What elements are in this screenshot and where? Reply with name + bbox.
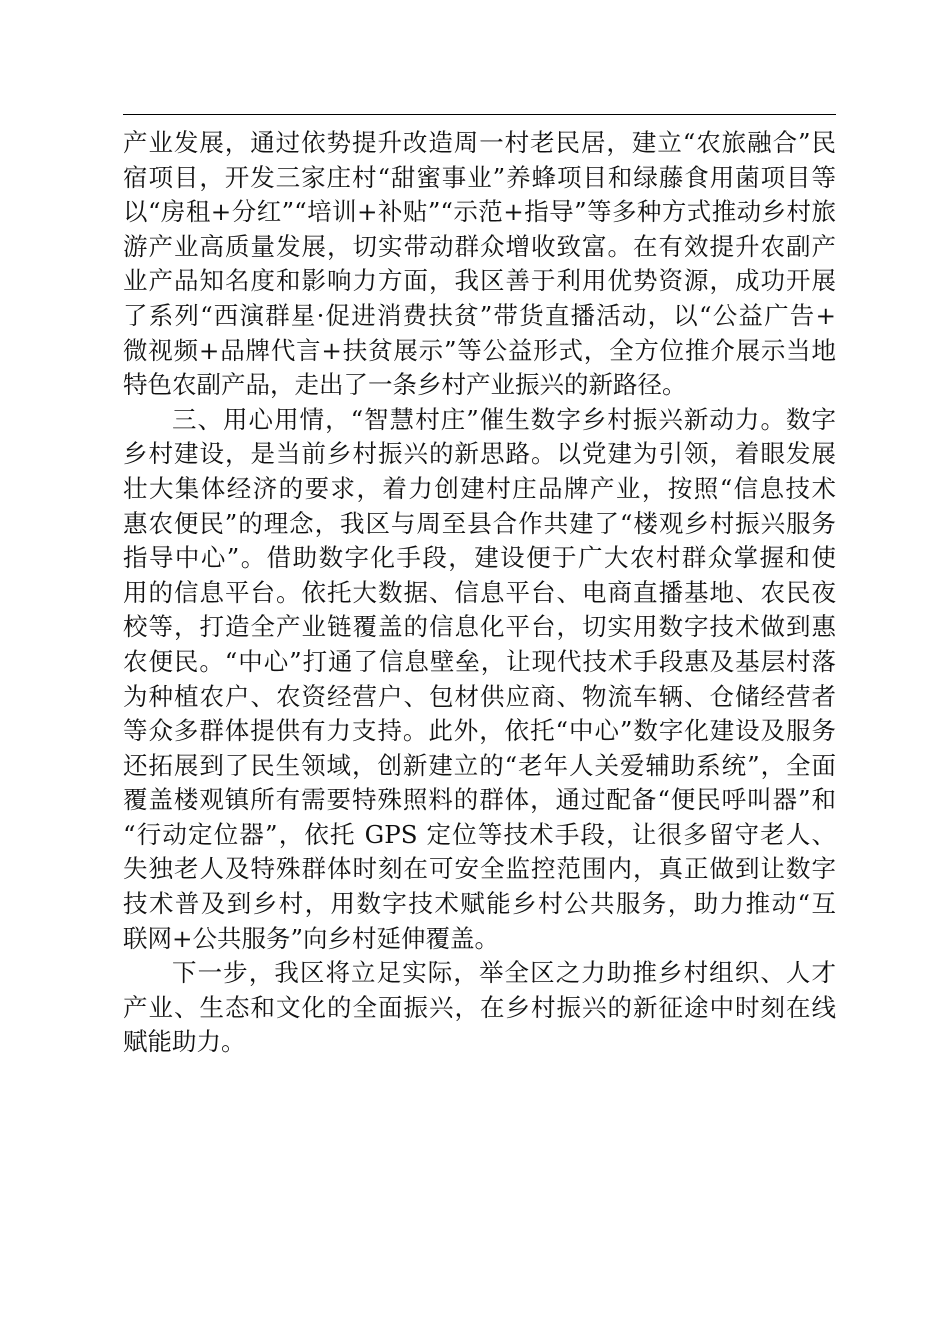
text-line: 还拓展到了民生领域，创新建立的“老年人关爱辅助系统”，全面 [123, 750, 836, 780]
text-line: 农便民。“中心”打通了信息壁垒，让现代技术手段惠及基层村落 [123, 646, 836, 676]
text-line: “行动定位器”，依托 GPS 定位等技术手段，让很多留守老人、 [123, 819, 836, 849]
text-line: 覆盖楼观镇所有需要特殊照料的群体，通过配备“便民呼叫器”和 [123, 785, 836, 815]
text-line: 以“房租+分红”“培训+补贴”“示范+指导”等多种方式推动乡村旅 [123, 197, 836, 227]
text-line: 壮大集体经济的要求，着力创建村庄品牌产业，按照“信息技术 [123, 473, 836, 503]
text-line-indented: 下一步，我区将立足实际，举全区之力助推乡村组织、人才 [172, 958, 836, 988]
text-line: 特色农副产品，走出了一条乡村产业振兴的新路径。 [123, 370, 687, 400]
document-body [123, 126, 836, 1060]
text-line: 技术普及到乡村，用数字技术赋能乡村公共服务，助力推动“互 [123, 889, 836, 919]
text-line: 校等，打造全产业链覆盖的信息化平台，切实用数字技术做到惠 [123, 612, 836, 642]
text-line: 微视频+品牌代言+扶贫展示”等公益形式，全方位推介展示当地 [123, 335, 836, 365]
text-line: 等众多群体提供有力支持。此外，依托“中心”数字化建设及服务 [123, 716, 836, 746]
text-line: 乡村建设，是当前乡村振兴的新思路。以党建为引领，着眼发展 [123, 439, 836, 469]
header-rule [123, 114, 836, 115]
text-line: 为种植农户、农资经营户、包材供应商、物流车辆、仓储经营者 [123, 681, 836, 711]
text-line: 宿项目，开发三家庄村“甜蜜事业”养蜂项目和绿藤食用菌项目等 [123, 162, 836, 192]
text-line: 了系列“西演群星·促进消费扶贫”带货直播活动，以“公益广告+ [123, 300, 836, 330]
text-line: 指导中心”。借助数字化手段，建设便于广大农村群众掌握和使 [123, 543, 836, 573]
text-line: 惠农便民”的理念，我区与周至县合作共建了“楼观乡村振兴服务 [123, 508, 836, 538]
paragraph-next-steps [123, 956, 836, 1060]
text-line: 失独老人及特殊群体时刻在可安全监控范围内，真正做到让数字 [123, 854, 836, 884]
text-line: 业产品知名度和影响力方面，我区善于利用优势资源，成功开展 [123, 266, 836, 296]
text-line: 游产业高质量发展，切实带动群众增收致富。在有效提升农副产 [123, 231, 836, 261]
text-line: 产业、生态和文化的全面振兴，在乡村振兴的新征途中时刻在线 [123, 992, 836, 1022]
text-line-indented: 三、用心用情，“智慧村庄”催生数字乡村振兴新动力。数字 [172, 404, 836, 434]
text-line: 产业发展，通过依势提升改造周一村老民居，建立“农旅融合”民 [123, 128, 836, 157]
text-line: 用的信息平台。依托大数据、信息平台、电商直播基地、农民夜 [123, 577, 836, 607]
text-line: 赋能助力。 [123, 1027, 246, 1057]
paragraph-industry-development [123, 126, 836, 403]
paragraph-smart-village [123, 403, 836, 957]
text-line: 联网+公共服务”向乡村延伸覆盖。 [123, 923, 500, 953]
